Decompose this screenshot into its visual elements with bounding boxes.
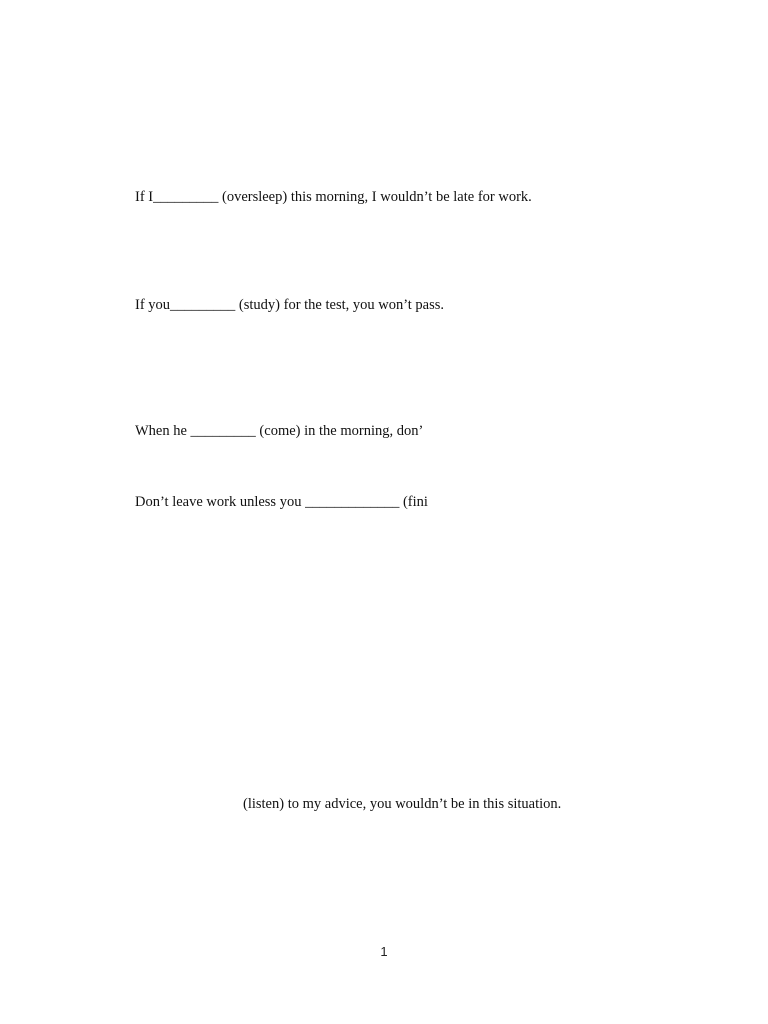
page-number: 1: [380, 944, 388, 959]
exercise-sentence-2: If you_________ (study) for the test, you won’t pass.: [135, 297, 445, 313]
exercise-sentence-3: When he _________ (come) in the morning, don’: [135, 423, 424, 439]
exercise-sentence-5: (listen) to my advice, you wouldn’t be in this situation.: [243, 796, 562, 812]
exercise-sentence-4: Don’t leave work unless you _____________ (fini: [135, 494, 428, 510]
exercise-sentence-1: If I_________ (oversleep) this morning, I wouldn’t be late for work.: [135, 189, 532, 205]
